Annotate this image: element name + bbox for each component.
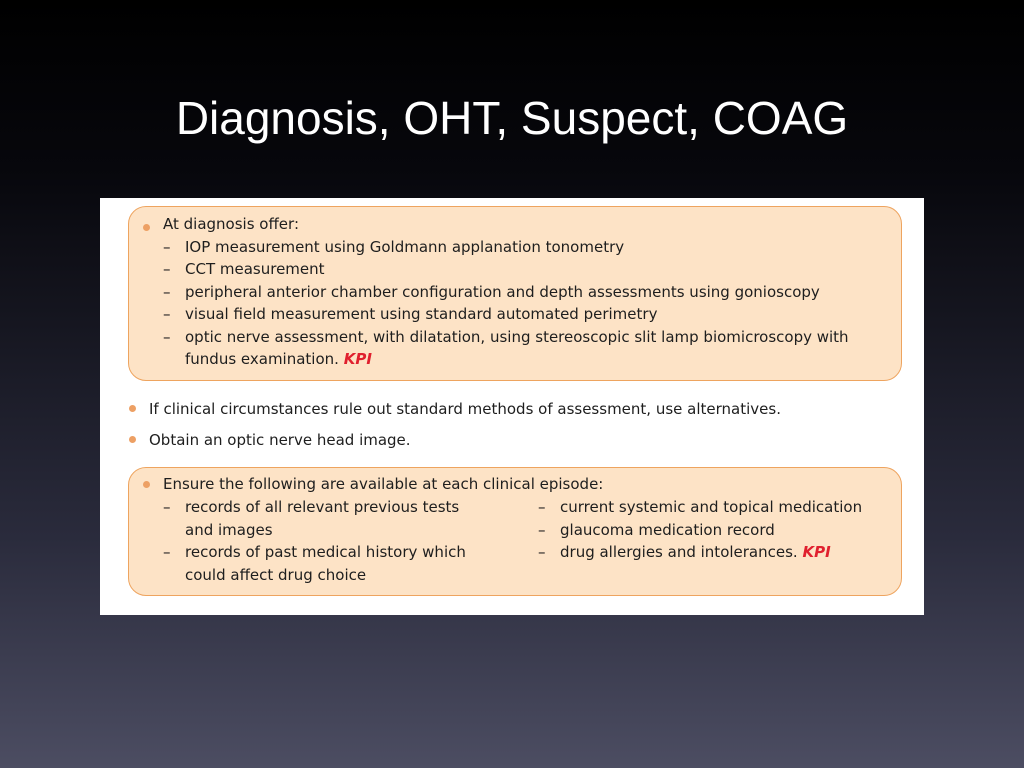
- list-item: visual field measurement using standard automated perimetry: [185, 305, 658, 323]
- list-item-continuation: [185, 348, 372, 371]
- list-item: records of past medical history which: [185, 543, 466, 561]
- bullet-text: If clinical circumstances rule out standard methods of assessment, use alternatives.: [149, 400, 781, 418]
- bullet-text: Obtain an optic nerve head image.: [149, 431, 411, 449]
- bullet-icon: [143, 224, 150, 231]
- dash-icon: –: [538, 498, 546, 516]
- dash-icon: –: [163, 283, 171, 301]
- kpi-marker: KPI: [343, 350, 372, 368]
- guideline-panel: [100, 198, 924, 615]
- list-item: peripheral anterior chamber configuration and depth assessments using gonioscopy: [185, 283, 820, 301]
- slide-title: Diagnosis, OHT, Suspect, COAG: [175, 92, 849, 144]
- kpi-marker: KPI: [802, 543, 831, 561]
- list-item: glaucoma medication record: [560, 521, 775, 539]
- list-item-continuation: and images: [185, 521, 273, 539]
- dash-icon: –: [163, 260, 171, 278]
- list-item: [560, 541, 831, 564]
- dash-icon: –: [163, 238, 171, 256]
- dash-icon: –: [163, 305, 171, 323]
- dash-icon: –: [163, 328, 171, 346]
- diagnosis-heading: At diagnosis offer:: [163, 215, 299, 233]
- episode-heading: Ensure the following are available at each clinical episode:: [163, 475, 604, 493]
- bullet-icon: [143, 481, 150, 488]
- list-item-continuation: could affect drug choice: [185, 566, 367, 584]
- list-item-text: fundus examination.: [185, 350, 339, 368]
- dash-icon: –: [163, 543, 171, 561]
- list-item: current systemic and topical medication: [560, 498, 863, 516]
- diagnosis-offer-box: [128, 206, 902, 381]
- list-item: optic nerve assessment, with dilatation, using stereoscopic slit lamp biomicroscopy with: [185, 328, 849, 346]
- list-item: IOP measurement using Goldmann applanation tonometry: [185, 238, 625, 256]
- clinical-episode-box: [128, 467, 902, 596]
- bullet-icon: [129, 436, 136, 443]
- list-item: records of all relevant previous tests: [185, 498, 460, 516]
- bullet-icon: [129, 405, 136, 412]
- dash-icon: –: [538, 543, 546, 561]
- list-item: CCT measurement: [185, 260, 325, 278]
- dash-icon: –: [163, 498, 171, 516]
- dash-icon: –: [538, 521, 546, 539]
- list-item-text: drug allergies and intolerances.: [560, 543, 798, 561]
